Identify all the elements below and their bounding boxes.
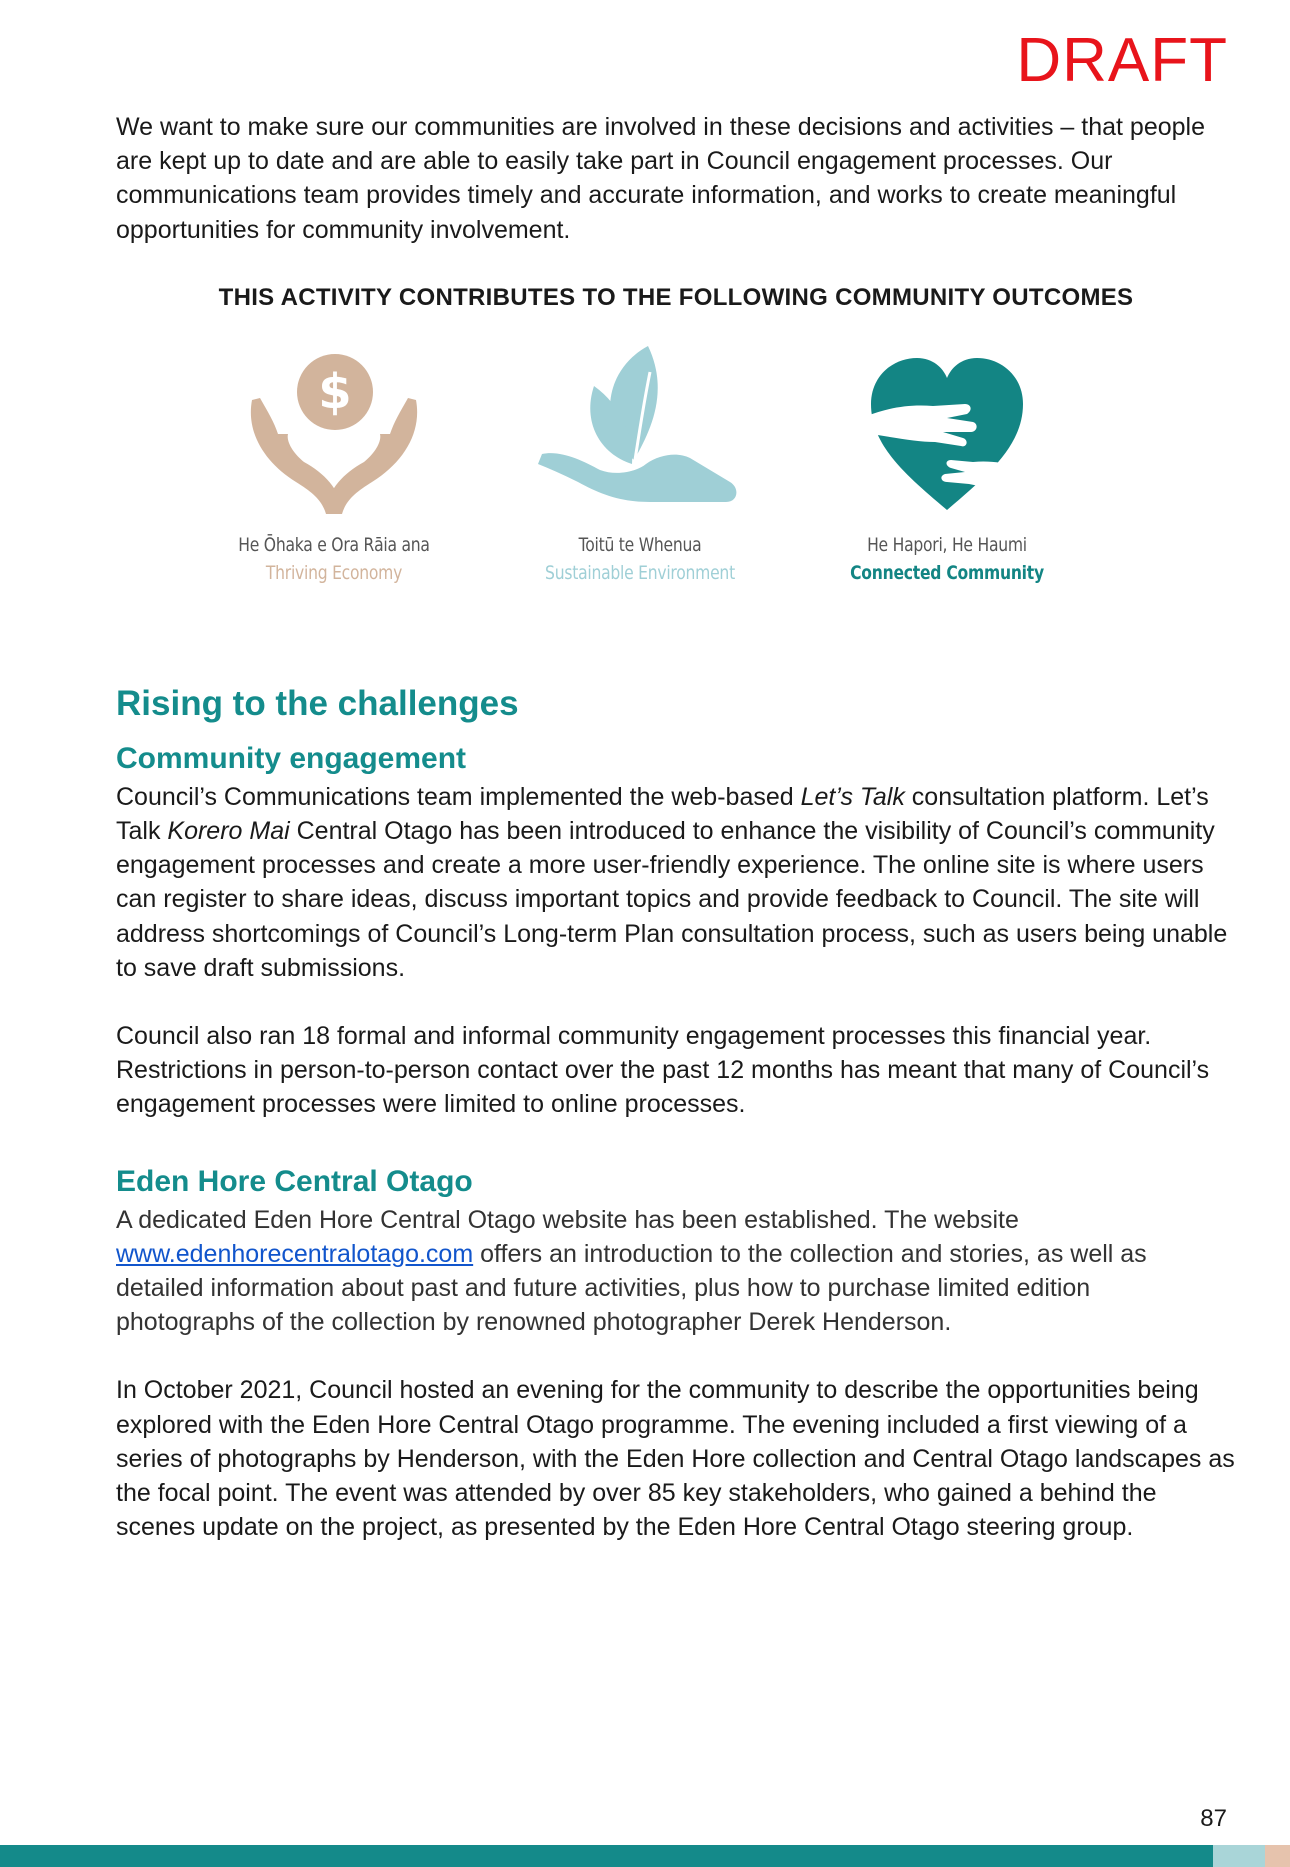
footer-bar-accent-end (1265, 1845, 1290, 1867)
footer-bar (0, 1845, 1213, 1867)
outcome-maori-label: He Ōhaka e Ora Rāia ana (238, 533, 430, 556)
section-title: Rising to the challenges (116, 683, 519, 723)
text-span: Central Otago has been introduced to enhance the visibility of Council’s community engagement processes and create a more user-friendly experience. The online site is where users can register to share ideas, discuss important topics and provide feedback to Council. The site will address shortcomings of Council’s Long-term Plan consultation process, such as users being unable to save draft submissions. (116, 817, 1228, 982)
outcomes-heading: THIS ACTIVITY CONTRIBUTES TO THE FOLLOWING COMMUNITY OUTCOMES (218, 283, 1134, 311)
eden-hore-paragraph-1 (116, 1203, 1236, 1340)
outcome-thriving-economy (204, 342, 464, 584)
hand-leaf-icon (530, 342, 750, 522)
outcome-english-label: Thriving Economy (265, 561, 403, 584)
community-engagement-paragraph-1 (116, 780, 1236, 985)
outcome-connected-community (817, 342, 1077, 584)
outcome-english-label: Sustainable Environment (545, 561, 735, 584)
footer-bar-accent (1213, 1845, 1265, 1867)
text-span: A dedicated Eden Hore Central Otago website has been established. The website (116, 1205, 1019, 1234)
community-engagement-paragraph-2: Council also ran 18 formal and informal community engagement processes this financial year. Restrictions in person-to-person contact over the past 12 months has meant that many of Council’s engagement processes were limited to online processes. (116, 1022, 1210, 1119)
outcome-maori-label: He Hapori, He Haumi (867, 533, 1027, 556)
page-content (116, 110, 1236, 1544)
lets-talk-emphasis: Let’s Talk (800, 782, 905, 811)
text-span: Council’s Communications team implemented the web-based (116, 782, 801, 811)
text-span: consultation platform. Let’s Talk (116, 782, 1209, 846)
korero-mai-emphasis: Korero Mai (167, 817, 290, 846)
heart-hands-icon (847, 342, 1047, 522)
draft-watermark: DRAFT (1016, 26, 1228, 95)
outcome-maori-label: Toitū te Whenua (578, 533, 702, 556)
svg-text:$: $ (318, 363, 352, 420)
page-number: 87 (1200, 1805, 1227, 1832)
outcome-english-label: Connected Community (850, 561, 1044, 584)
eden-hore-heading: Eden Hore Central Otago (116, 1164, 473, 1198)
community-outcomes (116, 342, 1236, 642)
eden-hore-paragraph-2: In October 2021, Council hosted an evening for the community to describe the opportunities being explored with the Eden Hore Central Otago programme. The evening included a first viewing of a series of photographs by Henderson, with the Eden Hore collection and Central Otago landscapes as the focal point. The event was attended by over 85 key stakeholders, who gained a behind the scenes update on the project, as presented by the Eden Hore Central Otago steering group. (116, 1376, 1235, 1542)
community-engagement-heading: Community engagement (116, 741, 467, 775)
outcome-sustainable-environment (510, 342, 770, 584)
hands-dollar-icon (234, 342, 434, 522)
intro-paragraph: We want to make sure our communities are involved in these decisions and activities – that people are kept up to date and are able to easily take part in Council engagement processes. Our communications team provides timely and accurate information, and works to create meaningful opportunities for community involvement. (116, 113, 1206, 244)
text-span: offers an introduction to the collection and stories, as well as detailed information about past and future activities, plus how to purchase limited edition photographs of the collection by renowned photographer Derek Henderson. (116, 1239, 1147, 1337)
eden-hore-website-link[interactable]: www.edenhorecentralotago.com (116, 1239, 474, 1268)
